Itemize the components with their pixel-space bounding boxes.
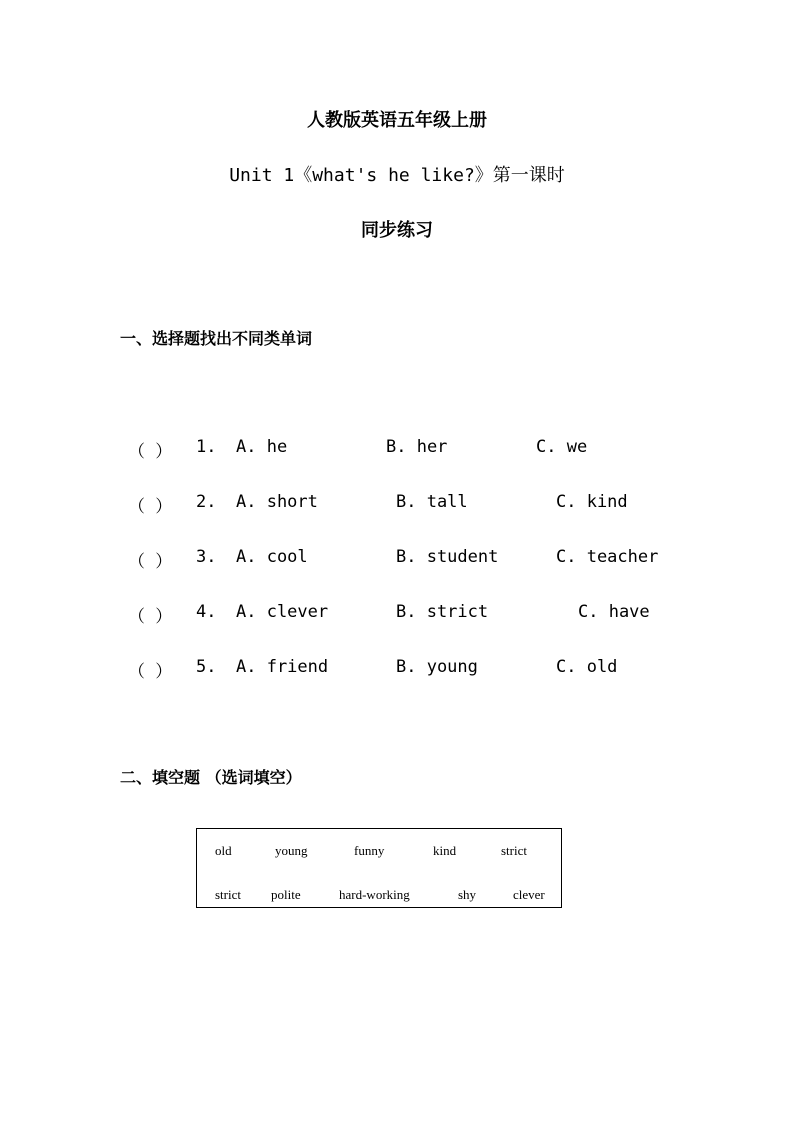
option-c: C. old (556, 657, 618, 677)
option-b: B. student (396, 547, 499, 567)
answer-blank[interactable]: （ ） (128, 442, 173, 462)
option-a: A. cool (236, 547, 308, 567)
option-a: A. short (236, 492, 318, 512)
option-a: A. he (236, 437, 288, 457)
question-number: 2. (196, 492, 217, 512)
option-c: C. kind (556, 492, 628, 512)
option-b: B. strict (396, 602, 489, 622)
option-c: C. teacher (556, 547, 659, 567)
word-bank-box (196, 828, 562, 908)
question-number: 4. (196, 602, 217, 622)
word-bank-word: hard-working (339, 887, 410, 902)
unit-subtitle: Unit 1《what's he like?》第一课时 (229, 165, 565, 186)
word-bank-word: strict (501, 843, 527, 858)
word-bank-word: shy (458, 887, 477, 902)
answer-blank[interactable]: （ ） (128, 552, 173, 572)
answer-blank[interactable]: （ ） (128, 662, 173, 682)
word-bank-word: kind (433, 843, 457, 858)
question-number: 3. (196, 547, 217, 567)
word-bank-word: strict (215, 887, 241, 902)
option-b: B. tall (396, 492, 468, 512)
exercise-subtitle: 同步练习 (361, 220, 433, 241)
question-number: 1. (196, 437, 217, 457)
section-2-heading: 二、填空题 （选词填空） (120, 768, 302, 787)
page-title: 人教版英语五年级上册 (307, 110, 487, 131)
answer-blank[interactable]: （ ） (128, 497, 173, 517)
word-bank-word: funny (354, 843, 385, 858)
word-bank-word: young (275, 843, 308, 858)
word-bank-word: old (215, 843, 232, 858)
option-b: B. young (396, 657, 478, 677)
section-1-heading: 一、选择题找出不同类单词 (120, 329, 313, 348)
word-bank-word: clever (513, 887, 545, 902)
option-c: C. we (536, 437, 588, 457)
question-number: 5. (196, 657, 217, 677)
option-c: C. have (578, 602, 650, 622)
option-a: A. clever (236, 602, 329, 622)
option-b: B. her (386, 437, 448, 457)
word-bank-word: polite (271, 887, 301, 902)
option-a: A. friend (236, 657, 329, 677)
answer-blank[interactable]: （ ） (128, 607, 173, 627)
